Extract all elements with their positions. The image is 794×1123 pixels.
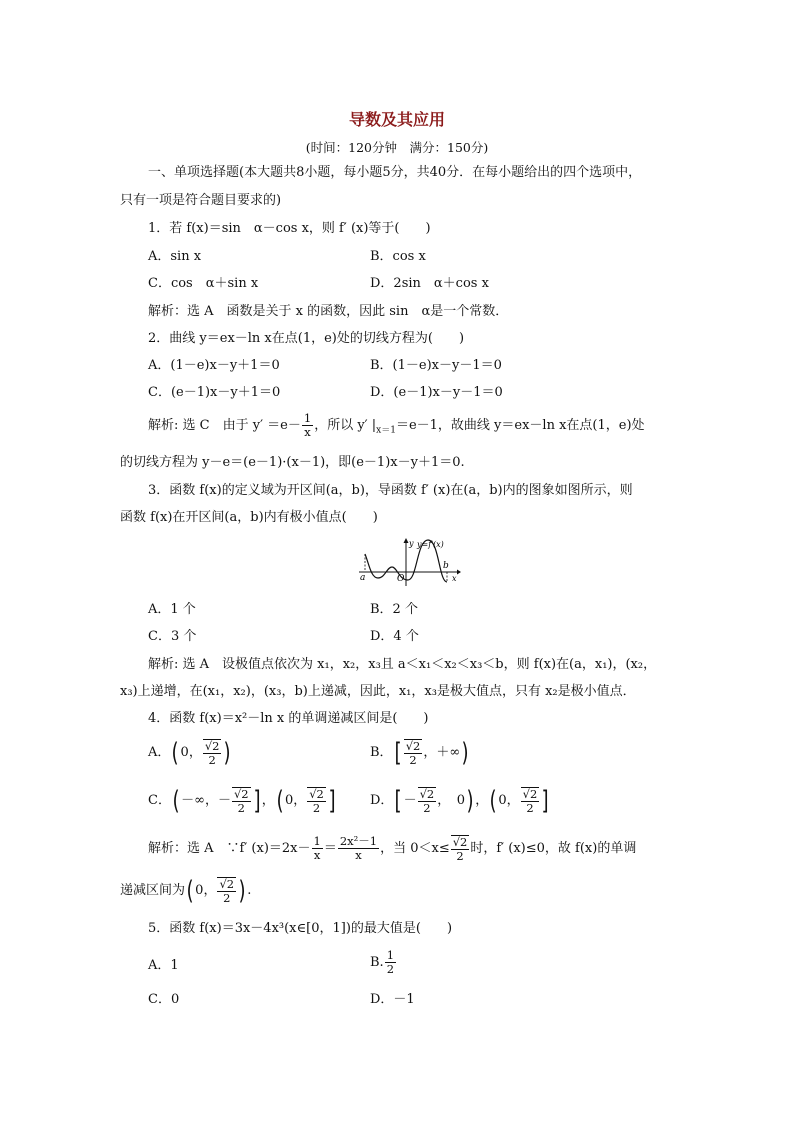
q4-b-frac-den: 2 xyxy=(409,752,417,767)
q4-solution-frac-2-den: x xyxy=(355,848,362,862)
q4-d-frac-1-den: 2 xyxy=(423,800,431,815)
q4-a-text: 0， xyxy=(180,745,202,760)
section-heading: 一、单项选择题(本大题共8小题，每小题5分，共40分．在每小题给出的四个选项中， xyxy=(148,165,642,180)
q4-solution-frac-3-num: √2 xyxy=(452,834,468,849)
graph-y-arrow xyxy=(404,538,409,543)
q4-b-frac xyxy=(404,739,423,767)
graph-curve-label: y=f′(x) xyxy=(417,540,444,549)
q2-option-c: C．(e－1)x－y＋1＝0 xyxy=(148,385,281,400)
page-subtitle: (时间：120分钟 满分：150分) xyxy=(305,140,489,155)
q4-c-frac-2-den: 2 xyxy=(312,800,321,815)
q4-a-frac-den: 2 xyxy=(208,752,216,767)
q5-b-frac-num: 1 xyxy=(386,948,395,962)
q4-solution-frac-1-num: 1 xyxy=(313,834,321,848)
q4-solution-cont-frac xyxy=(217,877,236,905)
q4-solution-cont-text: 递减区间为 xyxy=(120,883,186,898)
q3-option-c: C．3 个 xyxy=(148,629,197,644)
q3-solution-cont: x₃)上递增，在(x₁，x₂)，(x₃，b)上递减，因此，x₁，x₃是极大值点，只有 x₂是极小值点． xyxy=(120,684,636,699)
q4-option-d: D．[ － $\frac{√2}{2}$ ， 0) ，( 0， $\frac{√2}{2}$ ] xyxy=(370,785,549,816)
graph-origin-label: O xyxy=(397,574,405,584)
q4-c-frac-1 xyxy=(232,787,251,815)
q5-stem: 5．函数 f(x)＝3x－4x³(x∈[0，1])的最大值是( ) xyxy=(148,921,453,936)
q5-option-d: D．－1 xyxy=(370,992,415,1007)
q4-d-label: D． xyxy=(370,793,394,808)
graph-y-label: y xyxy=(409,539,414,548)
page-title: 导数及其应用 xyxy=(348,110,445,129)
q2-fraction xyxy=(302,412,313,439)
q4-solution-text-2: ，当 0＜x≤ xyxy=(380,841,450,856)
q4-c-frac-2-num: √2 xyxy=(309,786,324,801)
q4-solution-frac-1-den: x xyxy=(313,848,321,862)
q4-c-frac-2 xyxy=(307,787,326,815)
q4-d-frac-2-den: 2 xyxy=(526,800,534,815)
q4-solution-frac-2-num: 2x²－1 xyxy=(339,834,378,848)
q4-d-frac-2-num: √2 xyxy=(522,786,538,801)
q4-solution-frac-3 xyxy=(451,835,470,863)
q4-solution-cont: 递减区间为( 0， $\frac{√2}{2}$ ) . xyxy=(120,875,252,906)
q2-option-a: A．(1－e)x－y＋1＝0 xyxy=(148,358,280,373)
q1-option-d: D．2sin α＋cos x xyxy=(370,276,489,291)
q3-option-b: B．2 个 xyxy=(370,602,418,617)
q4-solution-cont-frac-num: √2 xyxy=(219,876,235,891)
q1-option-b: B．cos x xyxy=(370,249,426,264)
graph-b-label: b xyxy=(443,561,449,571)
q2-solution xyxy=(148,412,645,444)
q2-stem: 2．曲线 y＝ex－ln x在点(1，e)处的切线方程为( ) xyxy=(148,331,465,346)
q4-c-label: C． xyxy=(148,793,171,808)
q5-b-label: B. xyxy=(370,955,384,970)
q4-d-comma: ， xyxy=(475,793,489,808)
q2-option-b: B．(1－e)x－y－1＝0 xyxy=(370,358,502,373)
q2-solution-text-1: 解析: 选 C 由于 y′ ＝e－ xyxy=(148,418,301,433)
q4-option-a: A．( 0， $\frac{√2}{2}$ ) xyxy=(148,737,232,768)
q4-solution-frac-2 xyxy=(338,835,379,862)
q4-d-frac-1-num: √2 xyxy=(419,786,435,801)
q5-b-frac xyxy=(385,949,396,976)
q4-c-text-2: 0， xyxy=(284,793,307,808)
graph-x-label: x xyxy=(452,574,457,583)
q3-stem-cont: 函数 f(x)在开区间(a，b)内有极小值点( ) xyxy=(120,510,378,525)
q4-b-label: B． xyxy=(370,745,393,760)
q2-solution-text-2: ，所以 y′ | xyxy=(314,418,377,433)
q3-solution: 解析: 选 A 设极值点依次为 x₁，x₂，x₃且 a＜x₁＜x₂＜x₃＜b，则 f(x)在(a，x₁)，(x₂， xyxy=(148,657,657,672)
section-heading-cont: 只有一项是符合题目要求的) xyxy=(120,193,282,208)
q4-d-text-2: ， 0 xyxy=(437,793,466,808)
q3-option-d: D．4 个 xyxy=(370,629,419,644)
q4-a-frac-num: √2 xyxy=(204,738,220,753)
q5-option-a: A．1 xyxy=(148,958,179,973)
q1-stem: 1．若 f(x)＝sin α－cos x，则 f′ (x)等于( ) xyxy=(148,221,431,236)
q4-d-frac-2 xyxy=(521,787,540,815)
q3-option-a: A．1 个 xyxy=(148,602,196,617)
q4-d-text-1: － xyxy=(403,793,417,808)
q2-subscript: x＝1 xyxy=(376,425,396,436)
q1-solution: 解析：选 A 函数是关于 x 的函数，因此 sin α是一个常数． xyxy=(148,304,509,319)
q4-stem: 4．函数 f(x)＝x²－ln x 的单调递减区间是( ) xyxy=(148,711,429,726)
q5-option-b xyxy=(370,948,397,978)
graph-a-label: a xyxy=(360,573,366,583)
q1-option-a: A．sin x xyxy=(148,249,202,264)
q2-fraction-den: x xyxy=(304,425,311,439)
q4-b-frac-num: √2 xyxy=(405,738,421,753)
q4-solution-cont-frac-den: 2 xyxy=(223,890,231,905)
q4-c-text-1: －∞，－ xyxy=(181,793,231,808)
q4-c-frac-1-den: 2 xyxy=(237,800,245,815)
q4-solution-frac-3-den: 2 xyxy=(456,848,464,863)
graph-x-arrow xyxy=(457,570,461,575)
q2-solution-cont: 的切线方程为 y－e＝(e－1)·(x－1)，即(e－1)x－y＋1＝0. xyxy=(120,455,465,470)
q3-stem: 3．函数 f(x)的定义域为开区间(a，b)，导函数 f′ (x)在(a，b)内的图象如图所示，则 xyxy=(148,483,633,498)
derivative-graph xyxy=(357,538,461,588)
q4-d-frac-1 xyxy=(418,787,437,815)
q4-a-label: A． xyxy=(148,745,171,760)
q5-option-c: C．0 xyxy=(148,992,180,1007)
q2-fraction-num: 1 xyxy=(303,411,312,425)
q4-solution-text-3: 时，f′ (x)≤0，故 f(x)的单调 xyxy=(470,841,637,856)
q4-c-frac-1-num: √2 xyxy=(233,786,249,801)
q4-c-comma: ， xyxy=(261,793,275,808)
q2-solution-text-3: ＝e－1，故曲线 y＝ex－ln x在点(1，e)处 xyxy=(395,418,645,433)
q4-b-text: ，＋∞ xyxy=(423,745,461,760)
q2-option-d: D．(e－1)x－y－1＝0 xyxy=(370,385,503,400)
q1-option-c: C．cos α＋sin x xyxy=(148,276,259,291)
q4-solution-cont-zero: 0， xyxy=(195,883,217,898)
q4-solution-frac-1 xyxy=(312,835,323,862)
q4-solution-text-1: 解析：选 A ∵f′ (x)＝2x－ xyxy=(148,841,311,856)
q4-option-c: C．( －∞，－ $\frac{√2}{2}$ ] ，( 0， $\frac{√2}{2}$ ] xyxy=(148,785,336,816)
q4-solution xyxy=(148,834,636,864)
q4-option-b: B．[ $\frac{√2}{2}$ ，＋∞) xyxy=(370,737,469,768)
q5-b-frac-den: 2 xyxy=(386,962,395,976)
q4-solution-cont-end: . xyxy=(247,883,252,898)
q4-a-frac xyxy=(203,739,222,767)
q4-solution-equals: ＝ xyxy=(323,841,337,856)
q4-d-text-3: 0， xyxy=(498,793,520,808)
